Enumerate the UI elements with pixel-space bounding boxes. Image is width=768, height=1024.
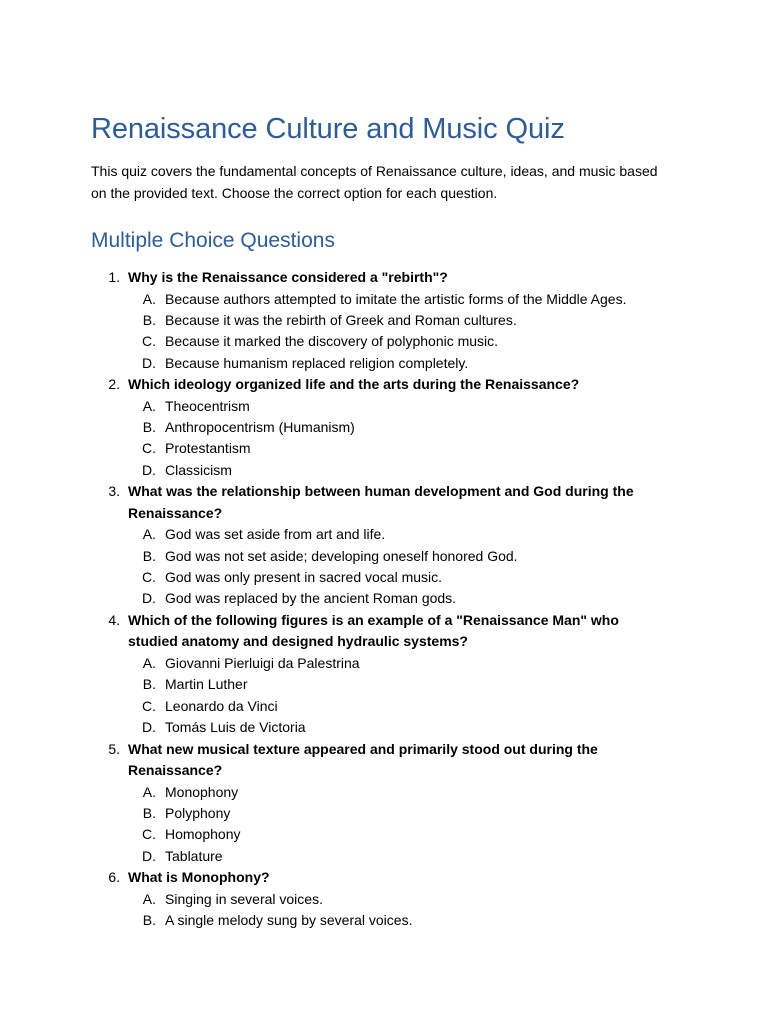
question-number: 5. [108, 740, 120, 757]
question-item [91, 739, 672, 868]
intro-paragraph: This quiz covers the fundamental concepts of Renaissance culture, ideas, and music based on the provided text. Choose the correct option for each question. [91, 163, 658, 201]
question-text: Which ideology organized life and the arts during the Renaissance? [128, 376, 580, 393]
option-list [128, 782, 672, 868]
option-text: Because humanism replaced religion completely. [165, 354, 469, 371]
option-text: Theocentrism [165, 397, 250, 414]
option-letter: B. [142, 676, 156, 693]
option-letter: D. [142, 590, 156, 607]
option-letter: D. [142, 719, 156, 736]
option-letter: A. [142, 654, 156, 671]
option-item [128, 588, 672, 609]
option-letter: C. [142, 697, 156, 714]
option-item [128, 438, 672, 459]
option-text: Martin Luther [165, 676, 248, 693]
option-list [128, 889, 672, 932]
option-text: Protestantism [165, 440, 251, 457]
option-text: God was replaced by the ancient Roman gods. [165, 590, 457, 607]
question-item [91, 374, 672, 481]
option-item [128, 353, 672, 374]
option-list [128, 653, 672, 739]
option-item [128, 546, 672, 567]
question-text: Why is the Renaissance considered a "rebirth"? [128, 269, 448, 285]
question-text: Which of the following figures is an example of a "Renaissance Man" who studied anatomy and designed hydraulic systems? [128, 611, 619, 650]
question-number: 1. [108, 269, 120, 285]
question-item [91, 867, 672, 931]
section-heading: Multiple Choice Questions [91, 229, 335, 252]
option-item [128, 717, 672, 738]
option-item [128, 331, 672, 352]
option-item [128, 674, 672, 695]
option-text: Singing in several voices. [165, 890, 323, 907]
option-letter: A. [142, 890, 156, 907]
option-item [128, 460, 672, 481]
option-letter: A. [142, 290, 156, 307]
option-text: Monophony [165, 783, 239, 800]
option-text: God was set aside from art and life. [165, 526, 386, 543]
question-list [91, 267, 672, 931]
question-text: What is Monophony? [128, 869, 270, 886]
option-item [128, 567, 672, 588]
option-list [128, 289, 672, 375]
question-item [91, 481, 672, 610]
question-number: 3. [108, 483, 120, 500]
option-item [128, 396, 672, 417]
option-item [128, 889, 672, 910]
option-letter: B. [142, 547, 156, 564]
option-item [128, 846, 672, 867]
option-letter: C. [142, 333, 156, 350]
option-item [128, 653, 672, 674]
option-item [128, 417, 672, 438]
option-text: Tablature [165, 847, 223, 864]
option-text: Because it marked the discovery of polyphonic music. [165, 333, 499, 350]
option-item [128, 289, 672, 310]
option-letter: D. [142, 461, 156, 478]
option-text: Because authors attempted to imitate the artistic forms of the Middle Ages. [165, 290, 627, 307]
option-letter: C. [142, 440, 156, 457]
option-list [128, 524, 672, 610]
option-text: A single melody sung by several voices. [165, 912, 413, 929]
option-text: Giovanni Pierluigi da Palestrina [165, 654, 360, 671]
option-item [128, 803, 672, 824]
option-letter: D. [142, 354, 156, 371]
option-text: Anthropocentrism (Humanism) [165, 419, 355, 436]
option-letter: B. [142, 804, 156, 821]
question-number: 6. [108, 869, 120, 886]
option-letter: A. [142, 397, 156, 414]
option-letter: B. [142, 912, 156, 929]
option-text: Classicism [165, 461, 232, 478]
question-item [91, 267, 672, 374]
option-text: Tomás Luis de Victoria [165, 719, 306, 736]
question-text: What was the relationship between human development and God during the Renaissance? [128, 483, 634, 521]
option-letter: B. [142, 419, 156, 436]
option-item [128, 824, 672, 845]
option-text: Because it was the rebirth of Greek and Roman cultures. [165, 311, 517, 328]
option-text: God was only present in sacred vocal music. [165, 569, 443, 586]
option-item [128, 310, 672, 331]
question-number: 4. [108, 611, 120, 628]
option-text: Homophony [165, 826, 241, 843]
page-title: Renaissance Culture and Music Quiz [91, 113, 565, 145]
option-letter: A. [142, 526, 156, 543]
option-letter: C. [142, 826, 156, 843]
option-item [128, 910, 672, 931]
option-text: Polyphony [165, 804, 231, 821]
option-letter: A. [142, 783, 156, 800]
option-item [128, 782, 672, 803]
option-text: Leonardo da Vinci [165, 697, 278, 714]
option-text: God was not set aside; developing oneself honored God. [165, 547, 518, 564]
question-number: 2. [108, 376, 120, 393]
option-letter: C. [142, 569, 156, 586]
option-letter: B. [142, 311, 156, 328]
option-list [128, 396, 672, 482]
question-text: What new musical texture appeared and primarily stood out during the Renaissance? [128, 740, 598, 778]
option-letter: D. [142, 847, 156, 864]
option-item [128, 696, 672, 717]
question-item [91, 610, 672, 739]
option-item [128, 524, 672, 545]
